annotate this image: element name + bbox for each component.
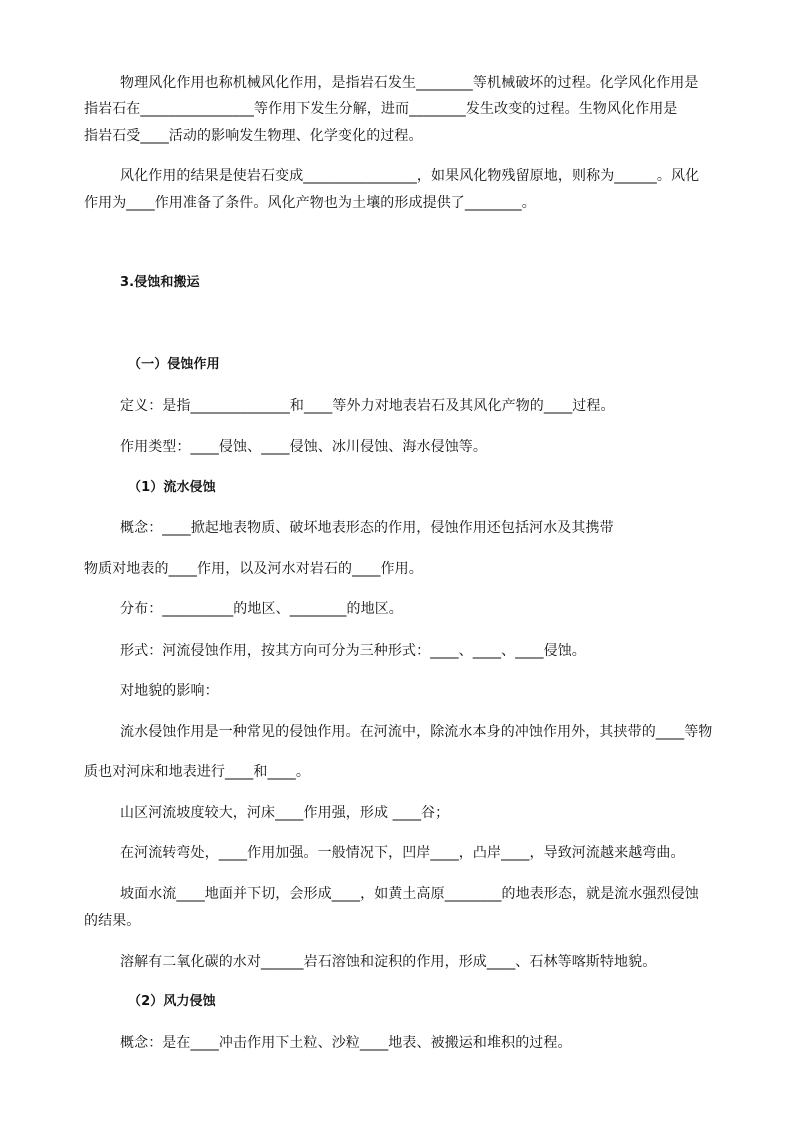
text-line: 对地貌的影响： xyxy=(120,683,219,699)
subsection-heading: （一）侵蚀作用 xyxy=(128,357,220,372)
text-line: 定义：是指______________和____等外力对地表岩石及其风化产物的____过程。 xyxy=(120,398,615,414)
text-line: 风化作用的结果是使岩石变成________________，如果风化物残留原地，则称为______。风化 xyxy=(120,168,700,184)
text-line: 作用为____作用准备了条件。风化产物也为土壤的形成提供了________。 xyxy=(84,195,536,211)
text-line: 物质对地表的____作用，以及河水对岩石的____作用。 xyxy=(84,561,423,577)
text-line: 流水侵蚀作用是一种常见的侵蚀作用。在河流中，除流水本身的冲蚀作用外，其挟带的____等物 xyxy=(120,724,713,740)
text-line: 概念：____掀起地表物质、破坏地表形态的作用，侵蚀作用还包括河水及其携带 xyxy=(120,520,614,536)
text-line: 指岩石在________________等作用下发生分解，进而________发生改变的过程。生物风化作用是 xyxy=(84,101,678,117)
text-line: 分布：__________的地区、________的地区。 xyxy=(120,601,403,617)
text-line: 指岩石受____活动的影响发生物理、化学变化的过程。 xyxy=(84,128,423,144)
text-line: 概念：是在____冲击作用下土粒、沙粒____地表、被搬运和堆积的过程。 xyxy=(120,1035,572,1051)
text-line: 在河流转弯处，____作用加强。一般情况下，凹岸____，凸岸____，导致河流越来越弯曲。 xyxy=(120,845,685,861)
text-line: 作用类型：____侵蚀、____侵蚀、冰川侵蚀、海水侵蚀等。 xyxy=(120,439,487,455)
text-line: 物理风化作用也称机械风化作用，是指岩石发生________等机械破坏的过程。化学风化作用是 xyxy=(120,75,699,91)
text-line: 山区河流坡度较大，河床____作用强，形成 ____谷； xyxy=(120,805,450,821)
subsection-heading: （2）风力侵蚀 xyxy=(128,994,216,1009)
text-line: 溶解有二氧化碳的水对______岩石溶蚀和淀积的作用，形成____、石林等喀斯特地貌。 xyxy=(120,954,657,970)
subsection-heading: （1）流水侵蚀 xyxy=(128,480,216,495)
text-line: 的结果。 xyxy=(84,913,141,929)
section-heading: 3.侵蚀和搬运 xyxy=(120,275,200,290)
text-line: 质也对河床和地表进行____和____。 xyxy=(84,764,310,780)
text-line: 形式：河流侵蚀作用，按其方向可分为三种形式：____、____、____侵蚀。 xyxy=(120,643,586,659)
text-line: 坡面水流____地面并下切，会形成____，如黄土高原________的地表形态，就是流水强烈侵蚀 xyxy=(120,886,699,902)
